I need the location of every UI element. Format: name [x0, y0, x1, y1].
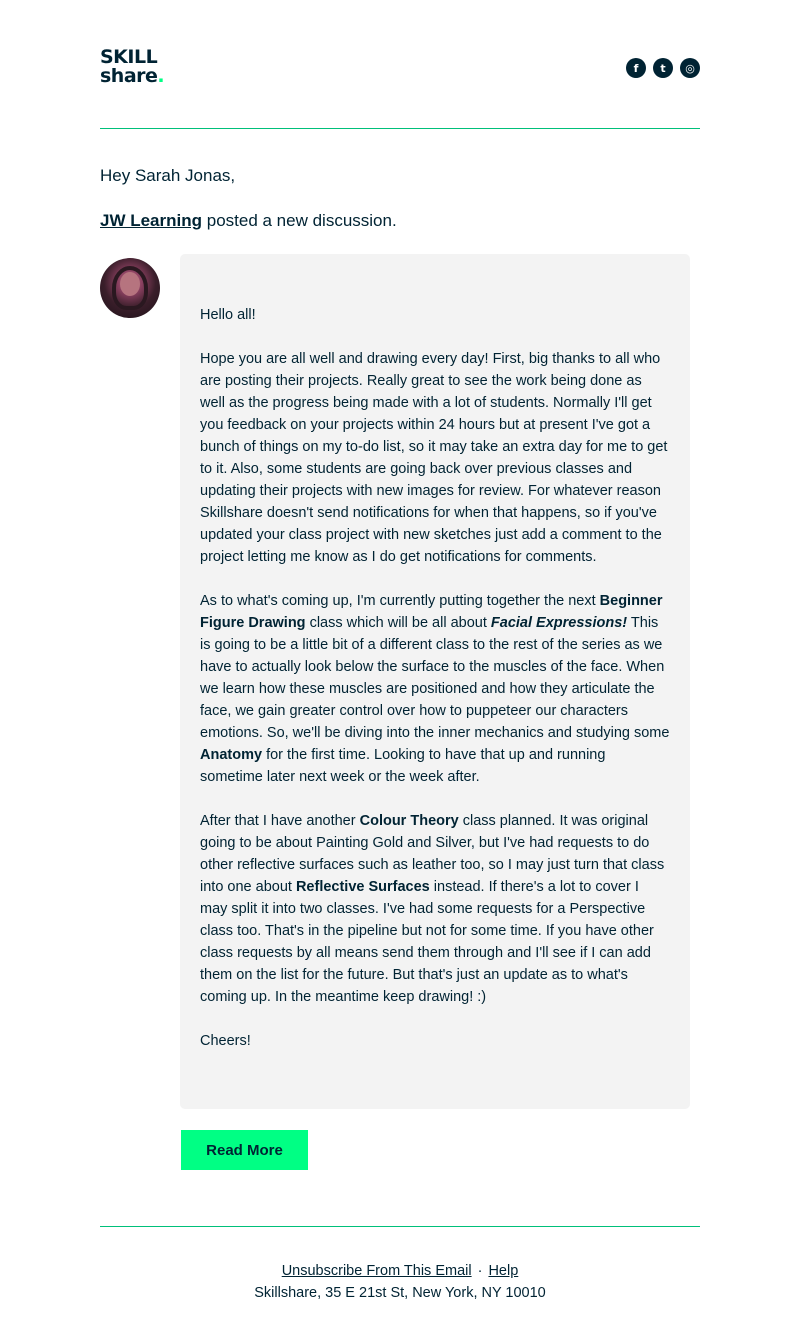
skillshare-logo[interactable]	[100, 48, 180, 88]
post-paragraph: Cheers!	[200, 1033, 251, 1049]
help-link[interactable]: Help	[488, 1263, 519, 1279]
logo-line1: SKILL	[100, 46, 158, 68]
social-links	[626, 58, 700, 78]
post-paragraph: Hope you are all well and drawing every day! First, big thanks to all who are posting their projects. Really great to see the work being done as well as the progress being made with a lot of students. Normally I'll get you feedback on your projects within 24 hours but at present I've got a bunch of things on my to-do list, so it may take an extra day for me to get to it. Also, some students are going back over previous classes and updating their projects with new images for review. For whatever reason Skillshare doesn't send notifications for when that happens, so if you've updated your class project with new sketches just add a comment to the project letting me know as I do get notifications for comments.	[200, 351, 668, 565]
post-paragraph: As to what's coming up, I'm currently putting together the next Beginner Figure Drawing class which will be all about Facial Expressions! This is going to be a little bit of a different class to the rest of the series as we have to actually look below the surface to the muscles of the face. When we learn how these muscles are positioned and how they articulate the face, we gain greater control over how to puppeteer our characters emotions. So, we'll be diving into the inner mechanics and studying some Anatomy for the first time. Looking to have that up and running sometime later next week or the week after.	[200, 593, 670, 785]
twitter-icon[interactable]: t	[653, 58, 673, 78]
logo-line2: share.	[100, 65, 165, 87]
email-footer	[100, 1226, 700, 1304]
facebook-icon[interactable]: f	[626, 58, 646, 78]
intro-line	[100, 210, 700, 232]
footer-address: Skillshare, 35 E 21st St, New York, NY 10010	[254, 1285, 546, 1301]
post-paragraph: After that I have another Colour Theory class planned. It was original going to be about Painting Gold and Silver, but I've had requests to do other reflective surfaces such as leather too, so I may just turn that class into one about Reflective Surfaces instead. If there's a lot to cover I may split it into two classes. I've had some requests for a Perspective class too. That's in the pipeline but not for some time. If you have other class requests by all means send them through and I'll see if I can add them on the list for the future. But that's just an update as to what's coming up. In the meantime keep drawing! :)	[200, 813, 665, 1005]
read-more-button[interactable]: Read More	[181, 1130, 308, 1170]
discussion-body	[180, 254, 690, 1109]
post-paragraph: Hello all!	[200, 307, 256, 323]
email-header	[100, 0, 700, 129]
discussion-post	[100, 254, 700, 1170]
footer-separator: ·	[477, 1263, 483, 1279]
footer-links	[100, 1260, 700, 1282]
unsubscribe-link[interactable]: Unsubscribe From This Email	[281, 1263, 472, 1279]
author-link[interactable]: JW Learning	[100, 211, 203, 230]
instagram-icon[interactable]: ◎	[680, 58, 700, 78]
greeting: Hey Sarah Jonas,	[100, 166, 236, 185]
intro-action: posted a new discussion.	[202, 211, 397, 230]
avatar	[100, 258, 160, 318]
